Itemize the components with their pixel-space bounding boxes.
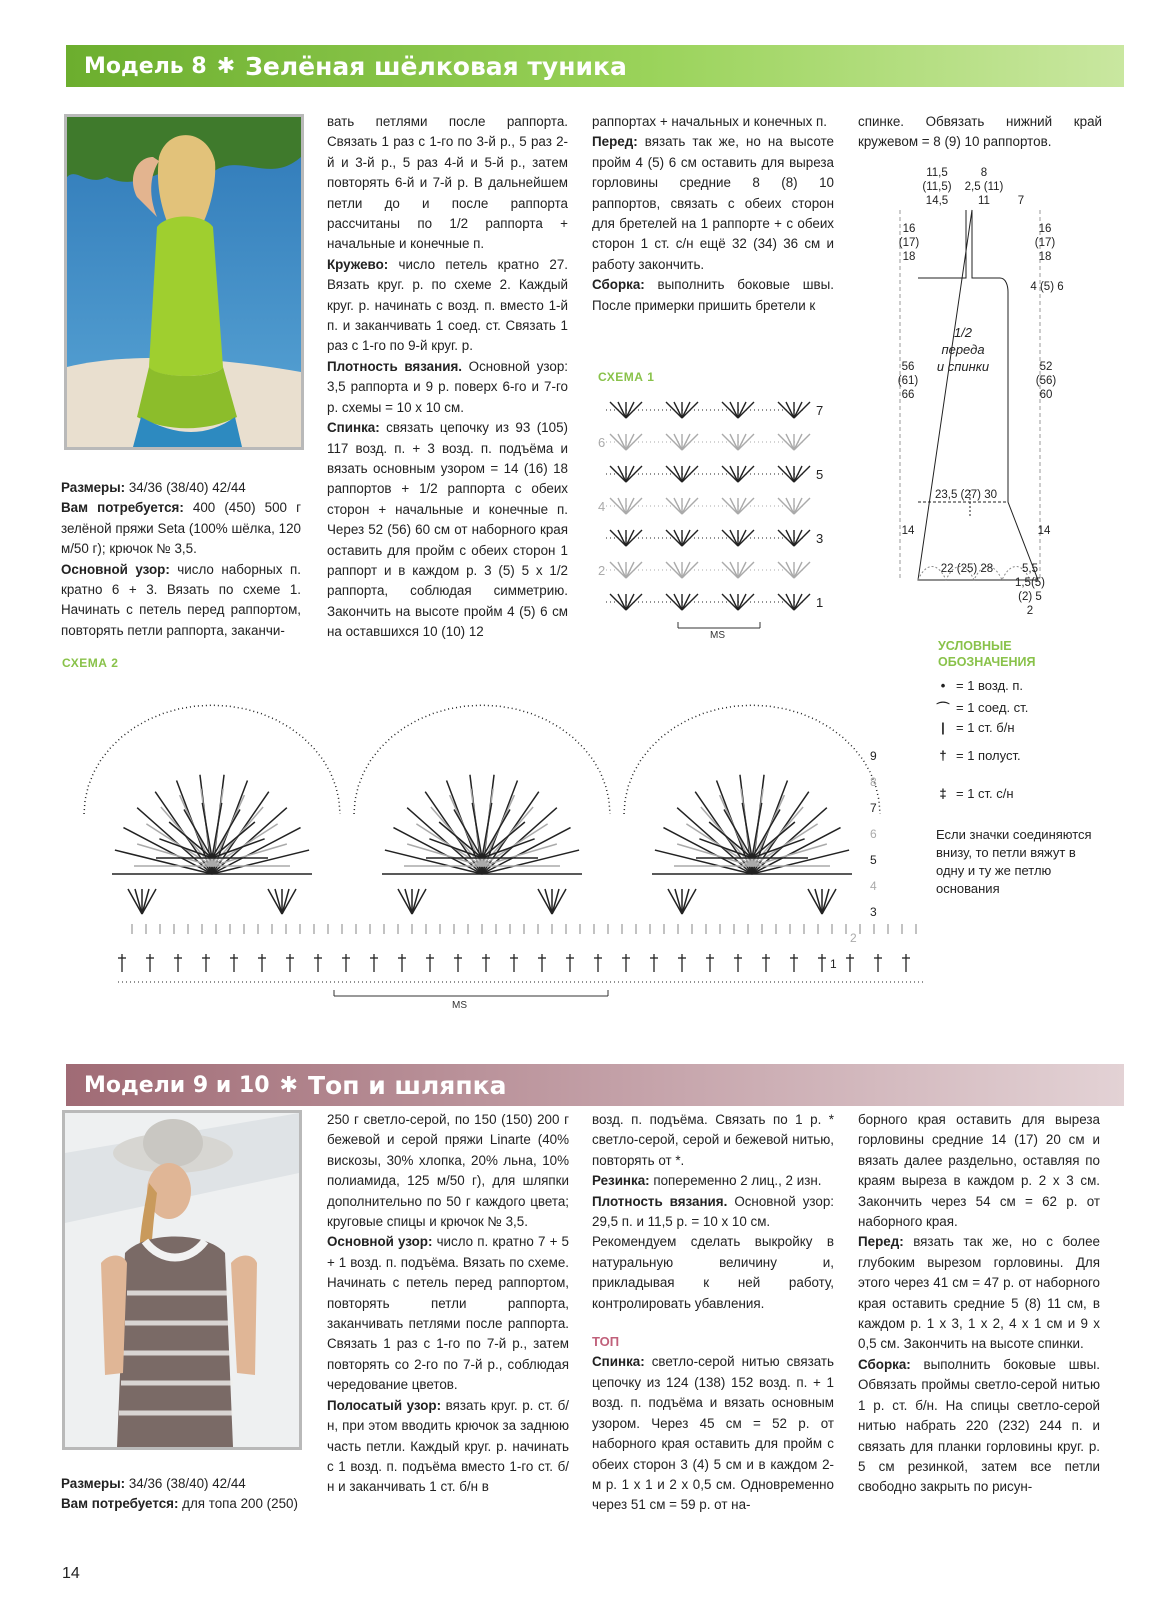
cluster-stitch [545,889,552,914]
model8-col4 [858,112,1102,153]
row-number: 3 [870,905,877,919]
row-number: 1 [830,957,837,971]
model8-intro [61,478,301,641]
col3-assembly: Сборка: выполнить боковые швы. После примерки пришить бретели к [592,277,834,313]
col2-p1: вать петлями после раппорта. Связать 1 раз с 1-го по 3-й р., 5 раз 2-й и 3-й р., 5 раз 4-й и 5-й р., затем повторять 6-й и 7-й р. В дальнейшем петли до и после раппорта рассчитаны по 1/2 раппорта + начальные и конечные п. [327,114,568,252]
cluster-stitch [815,889,822,914]
cluster-stitch [398,889,412,914]
row-number: 4 [870,879,877,893]
row-number: 6 [598,435,606,450]
model910-number: Модели 9 и 10 [84,1072,270,1098]
col2-gauge: Плотность вязания. Основной узор: 3,5 раппорта и 9 р. поверх 6-го и 7-го р. схемы = 10 x 10 см. [327,358,568,415]
col3-p1: возд. п. подъёма. Связать по 1 р. * светло-серой, серой и бежевой нитью, повторять от *. [592,1112,834,1168]
row-number: 6 [870,827,877,841]
star-icon: ✱ [216,53,236,79]
fan-stitch [137,844,212,866]
diag-right-bot: 14 [1037,525,1051,537]
cluster-stitch [538,889,552,914]
fan-stitch [407,844,482,866]
model910-col2 [327,1110,569,1498]
model910-photo-image [65,1113,299,1447]
row-number: 9 [870,749,877,763]
fan-stitch [752,844,827,866]
diag-right-small: 4 (5) 6 [1030,281,1064,293]
intro-materials: Вам потребуется: для топа 200 (250) [61,1496,298,1512]
cluster-stitch [275,889,282,914]
col4-front: Перед: вязать так же, но с более глубоким вырезом горловины. Для этого через 41 см = 47 р. от наборного края оставить средние 5 (8) 11 см, в каждом р. 1 x 3, 1 x 2, 4 x 1 см и 9 x 0,5 см. Закончить на высоте спинки. [858,1234,1100,1352]
row-number: 5 [870,853,877,867]
col2-back: Спинка: связать цепочку из 93 (105) 117 возд. п. + 3 возд. п. подъёма и вязать основным узором = 14 (16) 18 раппортов + 1/2 раппорта с обеих сторон + начальные и конечные п. Через 52 (56) 60 см от наборного края оставить для пройм с обеих сторон 1 раппорт и в каждом р. 3 (5) 5 x 1/2 раппорта, соблюдая симметрию. Закончить на высоте пройм 4 (5) 6 см на оставшихся 10 (10) 12 [327,420,568,640]
col3-section-top: ТОП [592,1334,620,1350]
legend-text: = 1 возд. п. [956,678,1024,693]
row-number: 2 [598,563,606,578]
legend-text: = 1 полуст. [956,748,1021,763]
cluster-stitch [808,889,822,914]
legend-text: = 1 соед. ст. [956,700,1029,715]
schema2-ms: MS [452,1000,467,1011]
legend-symbol: ⌒ [936,701,950,716]
row-number: 7 [816,403,824,418]
diag-left-bot: 14 [901,525,915,537]
row-number: 7 [870,801,877,815]
cluster-stitch [405,889,412,914]
intro-sizes: Размеры: 34/36 (38/40) 42/44 [61,1476,246,1491]
legend-title: УСЛОВНЫЕ ОБОЗНАЧЕНИЯ [938,639,1036,669]
col3-front: Перед: вязать так же, но на высоте пройм 4 (5) 6 см оставить для выреза горловины средние 8 (8) 10 раппортов, связать с обеих сторон для бретелей на 1 раппорте + с обеих сторон 1 ст. с/н ещё 32 (34) 36 см и работу закончить. [592,134,834,272]
model8-number: Модель 8 [84,53,207,79]
cluster-stitch [282,889,296,914]
legend-item [934,698,1028,717]
model910-intro [61,1474,301,1515]
model8-banner [66,45,1124,87]
col4-assembly: Сборка: выполнить боковые швы. Обвязать проймы светло-серой нитью 1 р. ст. б/н. На спицы светло-серой нитью набрать 220 (232) 244 п. и связать для планки горловины круг. р. 5 см резинкой, затем все петли свободно закрыть по рисун- [858,1356,1100,1495]
col2-stripe-pattern: Полосатый узор: вязать круг. р. ст. б/н, при этом вводить крючок за заднюю часть петли. Каждый круг. р. начинать с 1 возд. п. подъёма вместо 1-го ст. б/н и заканчивать 1 ст. б/н в [327,1397,569,1495]
row-number: 5 [816,467,824,482]
model8-photo-image [67,117,301,447]
legend-text: = 1 ст. с/н [956,786,1014,801]
cluster-stitch [668,889,682,914]
schema1-chart [596,392,836,642]
legend-symbol: • [940,678,946,693]
diag-bottom-r: 5,5 1,5(5) (2) 5 2 [1014,563,1046,617]
diag-waist: 23,5 (27) 30 [934,489,997,501]
cluster-stitch [552,889,559,914]
diag-left-mid: 56 (61) 66 [897,361,919,401]
model910-banner [66,1064,1124,1106]
legend-symbol: † [939,748,947,763]
picot-edge [354,705,610,814]
row-number: 8 [870,775,877,789]
fan-stitch [212,844,287,866]
row-number: 3 [816,531,824,546]
model8-photo [64,114,304,450]
cluster-stitch [552,889,566,914]
cluster-stitch [128,889,142,914]
cluster-stitch [822,889,829,914]
diag-left-top: 16 (17) 18 [898,223,920,263]
fan-stitch [677,844,752,866]
cluster-stitch [822,889,836,914]
row-number: 4 [598,499,606,514]
cluster-stitch [282,889,289,914]
cluster-stitch [135,889,142,914]
diag-right-mid: 52 (56) 60 [1035,361,1057,401]
col3-gauge: Плотность вязания. Основной узор: 29,5 п. и 11,5 р. = 10 x 10 см. [592,1193,834,1230]
legend-text: = 1 ст. б/н [956,720,1015,735]
model910-photo [62,1110,302,1450]
diag-top-b: 8 2,5 (11) 11 [964,167,1004,207]
intro-sizes: Размеры: 34/36 (38/40) 42/44 [61,480,246,495]
legend-item [934,720,1015,735]
fan-stitch [482,844,557,866]
star-icon: ✱ [279,1072,298,1098]
col2-lace: Кружево: число петель кратно 27. Вязать круг. р. по схеме 2. Каждый круг. р. начинать с возд. п. вместо 1-й п. и заканчивать 1 соед. ст. Связать 1 раз с 1-го по 9-й круг. р. [327,256,568,354]
diag-right-top: 16 (17) 18 [1034,223,1056,263]
col3-recommend: Рекомендуем сделать выкройку в натуральную величину и, прикладывая к ней работу, контролировать убавления. [592,1234,834,1311]
col4-p1: борного края оставить для выреза горловины средние 14 (17) 20 см и вязать далее раздельно, оставляя по краям выреза в каждом р. 2 x 3 см. Закончить через 54 см = 62 р. от наборного края. [858,1112,1100,1230]
legend-item [934,786,1014,801]
cluster-stitch [682,889,689,914]
legend-symbol: | [941,720,945,735]
model910-title: Топ и шляпка [307,1070,507,1100]
row-number: 2 [850,931,857,945]
model8-col2 [327,112,568,643]
legend-item [934,748,1021,763]
picot-edge [624,705,880,814]
cluster-stitch [268,889,282,914]
schema2-chart [62,664,932,1014]
model910-col4 [858,1110,1100,1498]
model8-title: Зелёная шёлковая туника [245,51,627,81]
schema1-label: СХЕМА 1 [598,370,655,384]
page-number: 14 [62,1565,80,1582]
model8-col3 [592,112,834,316]
col2-materials: 250 г светло-серой, по 150 (150) 200 г бежевой и серой пряжи Linarte (40% вискозы, 30% хлопка, 20% льна, 10% полиамида, 125 м/50 г), для шляпки дополнительно по 50 г каждого цвета; круговые спицы и крючок № 3,5. [327,1112,569,1230]
diag-top-a: 11,5 (11,5) 14,5 [922,167,952,207]
cluster-stitch [675,889,682,914]
row-number: 1 [816,595,824,610]
picot-edge [84,705,340,814]
col2-main-pattern: Основной узор: число п. кратно 7 + 5 + 1 возд. п. подъёма. Вязать по схеме. Начинать с петель перед раппортом, повторять петли раппорта, заканчивать петлями после раппорта. Связать 1 раз с 1-го по 7-й р., затем повторять со 2-го по 7-й р., соблюдая чередование цветов. [327,1234,569,1393]
cluster-stitch [412,889,419,914]
schema2-label: СХЕМА 2 [62,656,119,670]
col3-p1: раппортах + начальных и конечных п. [592,114,828,129]
diag-center: 1/2 переда и спинки [936,325,990,374]
legend-item [934,678,1023,693]
cluster-stitch [412,889,426,914]
model910-col3 [592,1110,834,1516]
cluster-stitch [682,889,696,914]
legend-note: Если значки соединяются внизу, то петли вяжут в одну и ту же петлю основания [936,827,1092,896]
cluster-stitch [142,889,156,914]
schema1-ms: MS [710,630,725,641]
legend-symbol: ‡ [939,786,947,801]
col3-rib: Резинка: попеременно 2 лиц., 2 изн. [592,1173,822,1189]
cluster-stitch [142,889,149,914]
diag-bottom: 22 (25) 28 [940,563,994,575]
intro-pattern: Основной узор: число наборных п. кратно 6 + 3. Вязать по схеме 1. Начинать с петель перед раппортом, повторять петли раппорта, заканчи- [61,561,301,638]
intro-materials: Вам потребуется: 400 (450) 500 г зелёной пряжи Seta (100% шёлка, 120 м/50 г); крючок № 3,5. [61,500,301,557]
col3-back: Спинка: светло-серой нитью связать цепочку из 124 (138) 152 возд. п. + 1 возд. п. подъёма и вязать основным узором. Через 45 см = 52 р. от наборного края оставить для пройм с обеих сторон 3 (4) 5 см и в каждом 2-м р. 1 x 1 и 2 x 0,5 см. Одновременно через 51 см = 59 р. от на- [592,1354,834,1513]
diag-top-c: 7 [1017,195,1025,207]
col4-p1: спинке. Обвязать нижний край кружевом = 8 (9) 10 раппортов. [858,114,1102,150]
